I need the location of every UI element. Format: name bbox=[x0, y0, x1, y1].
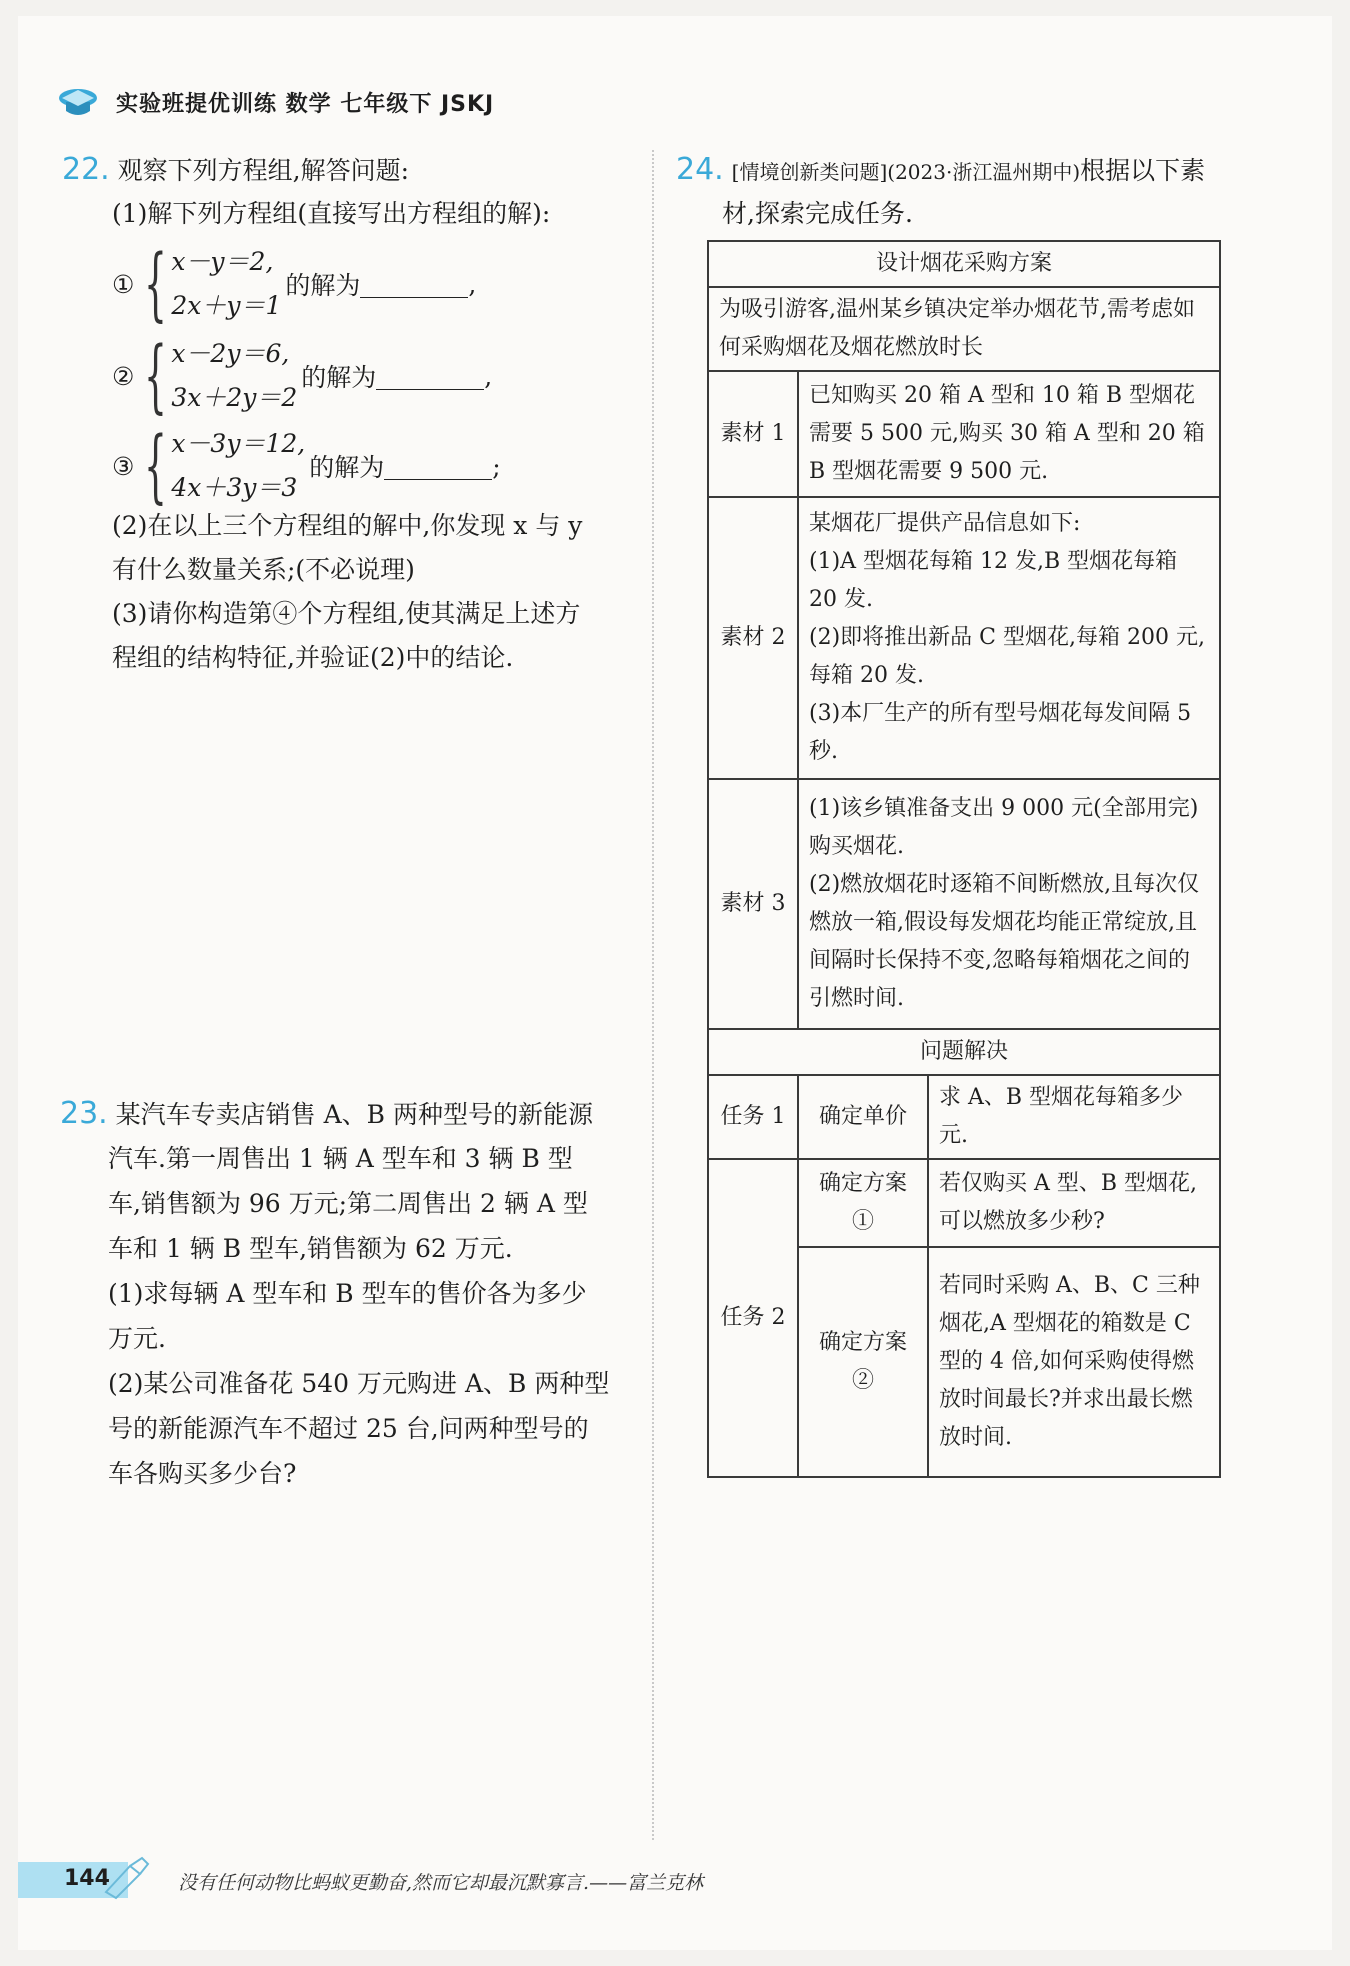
q22-part1: (1)解下列方程组(直接写出方程组的解): bbox=[112, 199, 551, 228]
system-1-end: , bbox=[468, 269, 477, 299]
page-number: 144 bbox=[64, 1866, 110, 1891]
material-3-label: 素材 3 bbox=[708, 779, 798, 1029]
system-2-eq2: 3x＋2y＝2 bbox=[171, 383, 298, 412]
system-3-answer-blank[interactable] bbox=[384, 453, 492, 480]
system-3-eq2: 4x＋3y＝3 bbox=[171, 473, 298, 502]
material-1-text: 已知购买 20 箱 A 型和 10 箱 B 型烟花需要 5 500 元,购买 30 箱 A 型和 20 箱 B 型烟花需要 9 500 元. bbox=[798, 371, 1220, 497]
q22-part3-line1: (3)请你构造第④个方程组,使其满足上述方 bbox=[112, 599, 581, 628]
system-2-after: 的解为 bbox=[301, 363, 377, 392]
plan-1-sub: 确定方案① bbox=[798, 1159, 928, 1247]
system-1-circle: ① bbox=[112, 269, 135, 299]
system-2-equations bbox=[171, 332, 297, 420]
material-2-line-1: 某烟花厂提供产品信息如下: bbox=[809, 511, 1081, 536]
material-2-cell bbox=[798, 497, 1220, 779]
plan-1-text: 若仅购买 A 型、B 型烟花,可以燃放多少秒? bbox=[928, 1159, 1220, 1247]
system-2-circle: ② bbox=[112, 361, 135, 391]
system-3-eq1: x－3y＝12, bbox=[171, 429, 306, 458]
column-divider bbox=[652, 150, 654, 1840]
system-1-eq2: 2x＋y＝1 bbox=[171, 291, 282, 320]
table-intro: 为吸引游客,温州某乡镇决定举办烟花节,需考虑如何采购烟花及烟花燃放时长 bbox=[708, 287, 1220, 371]
q24-stem-line-1 bbox=[676, 148, 1205, 194]
q23-line-6: 万元. bbox=[108, 1324, 166, 1353]
q22-number: 22. bbox=[62, 152, 110, 187]
system-3-equations bbox=[171, 422, 305, 510]
system-3-circle: ③ bbox=[112, 451, 135, 481]
brace-1: { bbox=[144, 237, 168, 330]
q23-line-2: 汽车.第一周售出 1 辆 A 型车和 3 辆 B 型 bbox=[108, 1144, 573, 1173]
q23-line-4: 车和 1 辆 B 型车,销售额为 62 万元. bbox=[108, 1234, 513, 1263]
system-2-answer-blank[interactable] bbox=[376, 363, 484, 390]
plan-2-text: 若同时采购 A、B、C 三种烟花,A 型烟花的箱数是 C 型的 4 倍,如何采购使得燃放时间最长?并求出最长燃放时间. bbox=[928, 1247, 1220, 1477]
q22-system-2 bbox=[112, 329, 493, 422]
q22-part3-line2: 程组的结构特征,并验证(2)中的结论. bbox=[112, 643, 514, 672]
task-1-sub: 确定单价 bbox=[798, 1075, 928, 1159]
material-2-line-4: (3)本厂生产的所有型号烟花每发间隔 5 秒. bbox=[809, 701, 1192, 764]
system-1-eq1: x－y＝2, bbox=[171, 247, 274, 276]
q22-part2-line2: 有什么数量关系;(不必说理) bbox=[112, 555, 415, 584]
material-3-cell bbox=[798, 779, 1220, 1029]
q24-number: 24. bbox=[676, 152, 724, 187]
task-1-label: 任务 1 bbox=[708, 1075, 798, 1159]
brace-2: { bbox=[144, 329, 168, 422]
q23-line-1-text: 某汽车专卖店销售 A、B 两种型号的新能源 bbox=[115, 1100, 593, 1129]
q23-line-1 bbox=[60, 1092, 593, 1137]
q23-line-5: (1)求每辆 A 型车和 B 型车的售价各为多少 bbox=[108, 1279, 587, 1308]
q24-tag: [情境创新类问题](2023·浙江温州期中) bbox=[731, 160, 1081, 184]
footer-quote: 没有任何动物比蚂蚁更勤奋,然而它却最沉默寡言.——富兰克林 bbox=[178, 1872, 704, 1894]
header-title: 实验班提优训练 数学 七年级下 JSKJ bbox=[116, 91, 495, 117]
system-1-after: 的解为 bbox=[285, 271, 361, 300]
q22-part2-line1: (2)在以上三个方程组的解中,你发现 x 与 y bbox=[112, 511, 583, 540]
q23-line-3: 车,销售额为 96 万元;第二周售出 2 辆 A 型 bbox=[108, 1189, 588, 1218]
plan-2-sub: 确定方案② bbox=[798, 1247, 928, 1477]
q23-line-9: 车各购买多少台? bbox=[108, 1459, 297, 1488]
solve-title: 问题解决 bbox=[708, 1029, 1220, 1075]
material-3-line-1: (1)该乡镇准备支出 9 000 元(全部用完)购买烟花. bbox=[809, 796, 1199, 859]
q24-stem-line-2: 材,探索完成任务. bbox=[722, 199, 913, 228]
q22-system-3 bbox=[112, 419, 501, 512]
task-1-text: 求 A、B 型烟花每箱多少元. bbox=[928, 1075, 1220, 1159]
system-1-answer-blank[interactable] bbox=[360, 271, 468, 298]
header bbox=[58, 82, 494, 122]
q23-number: 23. bbox=[60, 1096, 108, 1131]
system-3-after: 的解为 bbox=[309, 453, 385, 482]
q24-stem-1: 根据以下素 bbox=[1080, 156, 1206, 185]
material-2-line-2: (1)A 型烟花每箱 12 发,B 型烟花每箱 20 发. bbox=[809, 549, 1178, 612]
q24-table bbox=[707, 240, 1221, 1478]
system-1-equations bbox=[171, 240, 281, 328]
q23-line-8: 号的新能源汽车不超过 25 台,问两种型号的 bbox=[108, 1414, 589, 1443]
task-2-label: 任务 2 bbox=[708, 1159, 798, 1477]
material-2-label: 素材 2 bbox=[708, 497, 798, 779]
material-1-label: 素材 1 bbox=[708, 371, 798, 497]
table-title: 设计烟花采购方案 bbox=[708, 241, 1220, 287]
q23-line-7: (2)某公司准备花 540 万元购进 A、B 两种型 bbox=[108, 1369, 610, 1398]
system-2-eq1: x－2y＝6, bbox=[171, 339, 290, 368]
q22-stem: 观察下列方程组,解答问题: bbox=[117, 156, 410, 185]
material-2-line-3: (2)即将推出新品 C 型烟花,每箱 200 元,每箱 20 发. bbox=[809, 625, 1205, 688]
graduation-cap-icon bbox=[58, 84, 98, 120]
q22-system-1 bbox=[112, 237, 477, 330]
brace-3: { bbox=[144, 419, 168, 512]
material-3-line-2: (2)燃放烟花时逐箱不间断燃放,且每次仅燃放一箱,假设每发烟花均能正常绽放,且间隔时长保持不变,忽略每箱烟花之间的引燃时间. bbox=[809, 872, 1200, 1011]
system-3-end: ; bbox=[492, 451, 501, 481]
q22-stem-line bbox=[62, 148, 409, 193]
pencil-hand-icon bbox=[100, 1852, 160, 1902]
system-2-end: , bbox=[484, 361, 493, 391]
